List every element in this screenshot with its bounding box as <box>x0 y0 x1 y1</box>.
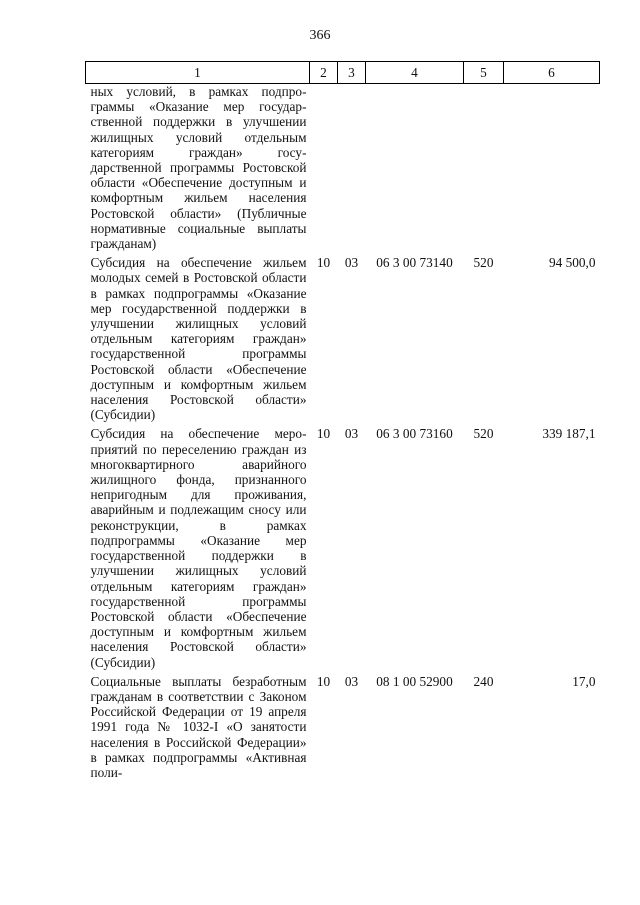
budget-table <box>85 61 600 782</box>
table-header <box>86 62 600 84</box>
row-expense-type <box>464 84 504 254</box>
header-col-3: 3 <box>338 62 366 84</box>
row-subsection <box>338 84 366 254</box>
header-col-1: 1 <box>86 62 310 84</box>
row-section: 10 <box>316 673 331 689</box>
row-section: 10 <box>316 255 331 271</box>
row-section <box>310 84 338 254</box>
table-row <box>86 672 600 782</box>
table-row <box>86 253 600 424</box>
row-target-code <box>366 84 464 254</box>
row-section: 10 <box>316 426 331 442</box>
row-description: ных условий, в рамках подпрограммы «Оказание мер государственной поддержки в улучшении жилищных условий отдельным категориям граждан» государственной программы Ростовской области «Обеспечение доступным и комфортным жильем населения Ростовской области» (Публичные нормативные социальные выплаты гражданам) <box>90 84 307 252</box>
table-row <box>86 424 600 671</box>
row-description: Субсидия на обеспечение мероприятий по переселению граждан из многоквартирного аварийного жилищного фонда, признанного непригодным для проживания, аварийным и подлежащим сносу или реконструкции, в рамках подпрограммы «Оказание мер государственной поддержки в улучшении жилищных условий отдельным категориям граждан» государственной программы Ростовской области «Обеспечение доступным и комфортным жильем населения Ростовской области» (Субсидии) <box>90 426 307 670</box>
row-expense-type: 240 <box>473 673 494 689</box>
row-subsection: 03 <box>344 255 359 271</box>
row-subsection: 03 <box>344 426 359 442</box>
row-subsection: 03 <box>344 673 359 689</box>
row-amount <box>504 84 600 254</box>
row-amount: 94 500,0 <box>548 255 596 271</box>
row-target-code: 06 3 00 73140 <box>376 255 453 271</box>
header-col-6: 6 <box>504 62 600 84</box>
row-description: Социальные выплаты безработным гражданам в соответствии с Законом Российской Федерации от 19 апреля 1991 года № 1032-I «О занятости населения в Российской Федерации» в рамках подпрограммы «Активная поли- <box>90 673 307 780</box>
row-expense-type: 520 <box>473 255 494 271</box>
row-target-code: 08 1 00 52900 <box>376 673 453 689</box>
row-description: Субсидия на обеспечение жильем молодых семей в Ростовской области в рамках подпрограммы «Оказание мер государственной поддержки в улучшении жилищных условий отдельным категориям граждан» государственной программы Ростовской области «Обеспечение доступным и комфортным жильем населения Ростовской области» (Субсидии) <box>90 255 307 423</box>
page-number: 366 <box>309 28 331 43</box>
header-col-5: 5 <box>464 62 504 84</box>
row-target-code: 06 3 00 73160 <box>376 426 453 442</box>
row-expense-type: 520 <box>473 426 494 442</box>
header-col-4: 4 <box>366 62 464 84</box>
header-col-2: 2 <box>310 62 338 84</box>
row-amount: 17,0 <box>572 673 596 689</box>
table-row <box>86 84 600 254</box>
row-amount: 339 187,1 <box>542 426 596 442</box>
